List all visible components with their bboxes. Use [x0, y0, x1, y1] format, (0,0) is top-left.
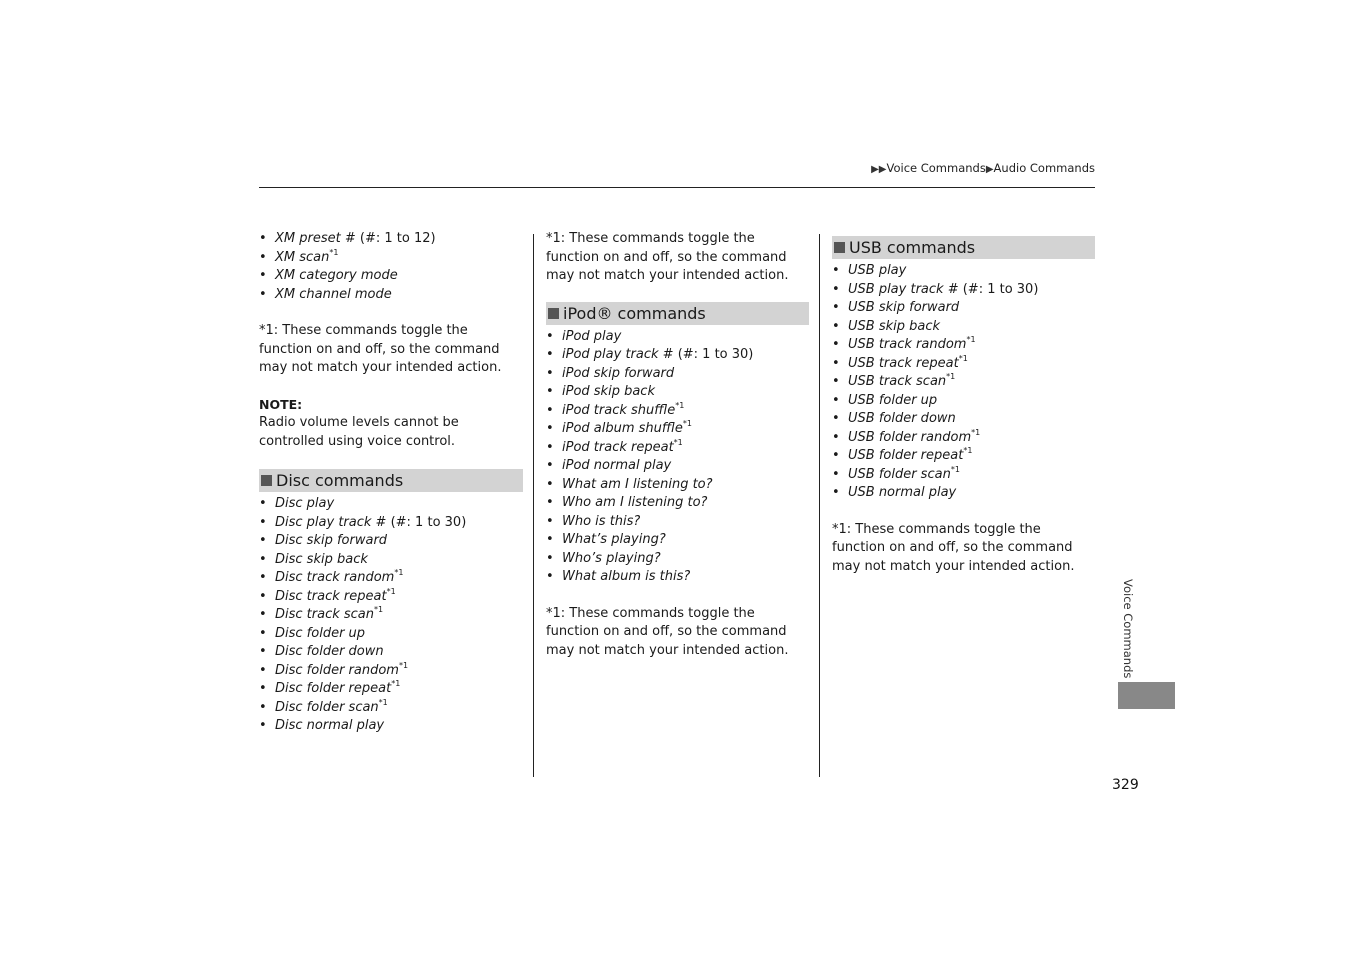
list-item — [546, 550, 809, 569]
breadcrumb — [871, 161, 1095, 175]
list-item — [832, 355, 1095, 374]
list-item — [832, 410, 1095, 429]
list-item — [259, 551, 523, 570]
list-item — [546, 346, 809, 365]
triangle-right-icon: ▶ — [985, 164, 994, 175]
footnote-marker: *1 — [378, 697, 388, 707]
list-item — [259, 569, 523, 588]
footnote-marker: *1 — [391, 679, 401, 688]
list-item — [546, 383, 809, 402]
list-item — [832, 299, 1095, 318]
footnote-marker: *1 — [950, 464, 960, 474]
list-item — [832, 262, 1095, 281]
list-item — [832, 318, 1095, 337]
command-text: Disc track repeat — [275, 588, 387, 604]
list-item — [259, 717, 523, 736]
command-text: iPod album shuffle — [562, 421, 683, 436]
disc-command-list — [259, 495, 523, 736]
command-text: USB folder repeat — [848, 448, 964, 463]
command-text: Disc track random — [275, 570, 395, 585]
command-text: USB folder up — [848, 392, 938, 408]
command-text: XM channel mode — [275, 286, 392, 302]
list-item — [259, 699, 523, 718]
command-text: USB play track # — [848, 281, 959, 297]
command-text: iPod skip back — [562, 384, 655, 399]
list-item — [832, 392, 1095, 411]
command-text: USB track repeat — [848, 355, 959, 371]
footnote-marker: *1 — [963, 446, 973, 455]
footnote-marker: *1 — [398, 660, 409, 670]
footnote-marker: *1 — [673, 437, 683, 447]
command-text: USB folder down — [848, 411, 956, 426]
list-item — [259, 286, 523, 305]
command-text: XM preset # — [275, 231, 356, 246]
footnote-marker: *1 — [946, 372, 956, 381]
list-item — [832, 336, 1095, 355]
column-1 — [259, 230, 523, 736]
ipod-heading-label: iPod® commands — [563, 303, 706, 323]
footnote: *1: These commands toggle the function on and off, so the command may not match your intended action. — [832, 521, 1075, 574]
square-bullet-icon — [548, 308, 559, 319]
command-text: XM scan — [275, 249, 330, 265]
command-text: USB skip back — [848, 318, 941, 334]
command-range: (#: 1 to 30) — [673, 347, 754, 362]
list-item — [259, 495, 523, 514]
section-heading-ipod — [546, 302, 809, 325]
column-3 — [832, 236, 1095, 576]
command-text: What am I listening to? — [562, 476, 713, 492]
command-text: What album is this? — [562, 569, 691, 584]
triangle-right-icon: ▶▶ — [871, 164, 887, 175]
square-bullet-icon — [834, 242, 845, 253]
list-item — [832, 281, 1095, 300]
list-item — [259, 230, 523, 249]
command-text: iPod track repeat — [562, 439, 674, 455]
command-text: USB play — [848, 263, 907, 278]
section-heading-usb — [832, 236, 1095, 259]
command-range: (#: 1 to 30) — [386, 514, 467, 530]
footnote: *1: These commands toggle the function on and off, so the command may not match your intended action. — [546, 605, 789, 658]
command-text: Disc skip back — [275, 551, 368, 567]
command-text: USB skip forward — [848, 300, 960, 315]
footnote-marker: *1 — [682, 419, 692, 428]
command-text: Disc folder random — [275, 662, 399, 678]
list-item — [832, 429, 1095, 448]
footnote-marker: *1 — [329, 247, 339, 257]
command-text: USB folder random — [848, 429, 972, 445]
page-number: 329 — [1112, 777, 1139, 793]
note-text: Radio volume levels cannot be controlled using voice control. — [259, 415, 459, 449]
command-text: Disc folder repeat — [275, 681, 392, 696]
usb-command-list — [832, 262, 1095, 503]
command-text: Disc folder down — [275, 644, 384, 659]
list-item — [259, 267, 523, 286]
list-item — [259, 680, 523, 699]
section-heading-disc — [259, 469, 523, 492]
command-text: Disc skip forward — [275, 533, 388, 548]
footnote-marker: *1 — [971, 427, 981, 437]
list-item — [259, 625, 523, 644]
command-range: (#: 1 to 12) — [355, 231, 436, 246]
column-2 — [546, 230, 809, 660]
footnote-marker: *1 — [675, 400, 685, 410]
command-text: iPod track shuffle — [562, 402, 676, 418]
command-text: iPod play — [562, 328, 622, 344]
command-text: iPod skip forward — [562, 365, 675, 381]
column-divider — [533, 234, 534, 777]
command-text: Disc folder scan — [275, 699, 379, 715]
list-item — [546, 513, 809, 532]
side-tab[interactable] — [1118, 682, 1175, 709]
column-divider — [819, 234, 820, 777]
disc-heading-label: Disc commands — [276, 471, 404, 490]
list-item — [259, 588, 523, 607]
usb-heading-label: USB commands — [849, 238, 976, 257]
list-item — [259, 606, 523, 625]
command-text: Who am I listening to? — [562, 495, 708, 510]
list-item — [832, 466, 1095, 485]
list-item — [546, 494, 809, 513]
command-text: USB track scan — [848, 374, 947, 389]
list-item — [546, 402, 809, 421]
footnote-marker: *1 — [394, 568, 404, 577]
list-item — [259, 249, 523, 268]
footnote: *1: These commands toggle the function on and off, so the command may not match your intended action. — [546, 231, 789, 283]
command-text: Who is this? — [562, 513, 641, 529]
list-item — [832, 447, 1095, 466]
list-item — [546, 328, 809, 347]
list-item — [259, 532, 523, 551]
command-text: USB track random — [848, 337, 967, 352]
command-text: USB folder scan — [848, 466, 951, 482]
list-item — [546, 420, 809, 439]
breadcrumb-audio-commands[interactable]: Audio Commands — [993, 161, 1095, 175]
xm-command-list — [259, 230, 523, 304]
header-rule — [259, 187, 1095, 188]
command-text: Disc normal play — [275, 718, 385, 733]
command-range: (#: 1 to 30) — [958, 281, 1039, 297]
list-item — [832, 373, 1095, 392]
command-text: Disc folder up — [275, 625, 366, 641]
footnote-marker: *1 — [386, 586, 396, 596]
square-bullet-icon — [261, 475, 272, 486]
footnote-marker: *1 — [966, 335, 976, 344]
list-item — [259, 514, 523, 533]
command-text: Disc track scan — [275, 607, 375, 622]
breadcrumb-voice-commands[interactable]: Voice Commands — [886, 161, 986, 175]
list-item — [546, 457, 809, 476]
list-item — [546, 568, 809, 587]
list-item — [546, 439, 809, 458]
list-item — [259, 643, 523, 662]
footnote-marker: *1 — [958, 353, 968, 363]
command-text: iPod play track # — [562, 347, 674, 362]
list-item — [546, 476, 809, 495]
command-text: USB normal play — [848, 485, 957, 500]
list-item — [546, 365, 809, 384]
command-text: Disc play track # — [275, 514, 387, 530]
footnote: *1: These commands toggle the function on and off, so the command may not match your intended action. — [259, 323, 502, 375]
command-text: XM category mode — [275, 268, 398, 283]
side-tab-label: Voice Commands — [1121, 579, 1135, 679]
ipod-command-list — [546, 328, 809, 587]
list-item — [259, 662, 523, 681]
list-item — [832, 484, 1095, 503]
command-text: Who’s playing? — [562, 550, 661, 566]
command-text: What’s playing? — [562, 532, 666, 547]
list-item — [546, 531, 809, 550]
command-text: iPod normal play — [562, 458, 672, 473]
command-text: Disc play — [275, 496, 335, 511]
note-label: NOTE: — [259, 396, 303, 412]
footnote-marker: *1 — [374, 605, 384, 614]
